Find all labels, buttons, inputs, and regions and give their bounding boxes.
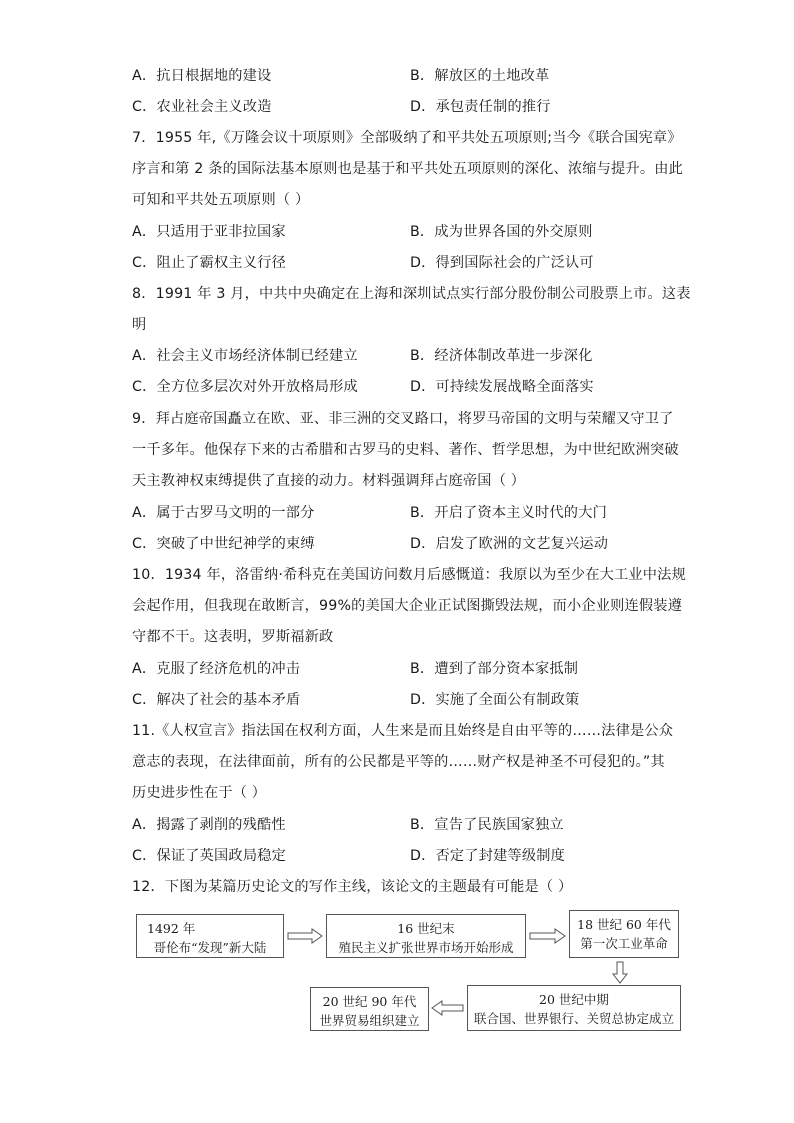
q6-option-c[interactable]: C．农业社会主义改造 bbox=[132, 99, 272, 115]
q9-option-b[interactable]: B．开启了资本主义时代的大门 bbox=[410, 505, 607, 521]
q8-option-a[interactable]: A．社会主义市场经济体制已经建立 bbox=[132, 348, 358, 364]
q9-stem-line-3: 天主教神权束缚提供了直接的动力。材料强调拜占庭帝国（ ） bbox=[132, 473, 526, 489]
q6-option-a[interactable]: A．抗日根据地的建设 bbox=[132, 68, 272, 84]
q8-option-b[interactable]: B．经济体制改革进一步深化 bbox=[410, 348, 593, 364]
q6-option-b[interactable]: B．解放区的土地改革 bbox=[410, 68, 550, 84]
q7-stem-line-3: 可知和平共处五项原则（ ） bbox=[132, 192, 310, 208]
q8-option-c[interactable]: C．全方位多层次对外开放格局形成 bbox=[132, 379, 358, 395]
q9-stem-line-2: 一千多年。他保存下来的古希腊和古罗马的史料、著作、哲学思想，为中世纪欧洲突破 bbox=[132, 442, 679, 458]
q11-stem-line-1: 11.《人权宣言》指法国在权利方面，人生来是而且始终是自由平等的……法律是公众 bbox=[132, 723, 674, 739]
q10-stem-line-2: 会起作用，但我现在敢断言，99%的美国大企业正试图撕毁法规，而小企业则连假装遵 bbox=[132, 598, 683, 614]
flow-box-mid-20th-century-period: 20 世纪中期 bbox=[539, 992, 609, 1007]
flow-box-1492-year: 1492 年 bbox=[147, 921, 196, 936]
q7-option-b[interactable]: B．成为世界各国的外交原则 bbox=[410, 224, 593, 240]
q7-stem-line-1: 7．1955 年,《万隆会议十项原则》全部吸纳了和平共处五项原则;当今《联合国宪章》 bbox=[132, 130, 682, 146]
arrow-right-icon bbox=[288, 929, 322, 943]
q6-option-d[interactable]: D．承包责任制的推行 bbox=[410, 99, 551, 115]
q9-option-d[interactable]: D．启发了欧洲的文艺复兴运动 bbox=[410, 536, 609, 552]
q10-option-b[interactable]: B．遭到了部分资本家抵制 bbox=[410, 661, 579, 677]
q8-stem-line-1: 8．1991 年 3 月，中共中央确定在上海和深圳试点实行部分股份制公司股票上市。这表 bbox=[132, 286, 691, 302]
q9-stem-line-1: 9．拜占庭帝国矗立在欧、亚、非三洲的交叉路口，将罗马帝国的文明与荣耀又守卫了 bbox=[132, 411, 674, 427]
q10-option-c[interactable]: C．解决了社会的基本矛盾 bbox=[132, 692, 301, 708]
q8-option-d[interactable]: D．可持续发展战略全面落实 bbox=[410, 379, 594, 395]
q11-stem-line-2: 意志的表现，在法律面前，所有的公民都是平等的……财产权是神圣不可侵犯的。”其 bbox=[132, 754, 665, 770]
arrow-left-icon bbox=[432, 1001, 463, 1015]
q7-option-c[interactable]: C．阻止了霸权主义行径 bbox=[132, 255, 286, 271]
q9-option-a[interactable]: A．属于古罗马文明的一部分 bbox=[132, 505, 315, 521]
q12-stem: 12．下图为某篇历史论文的写作主线，该论文的主题最有可能是（ ） bbox=[132, 879, 573, 895]
flow-box-1492-event: 哥伦布“发现”新大陆 bbox=[153, 940, 267, 955]
flow-box-16th-century-event: 殖民主义扩张世界市场开始形成 bbox=[338, 940, 514, 955]
arrow-right-icon bbox=[530, 929, 565, 943]
q7-stem-line-2: 序言和第 2 条的国际法基本原则也是基于和平共处五项原则的深化、浓缩与提升。由此 bbox=[132, 161, 683, 177]
q7-option-a[interactable]: A．只适用于亚非拉国家 bbox=[132, 224, 286, 240]
q10-option-d[interactable]: D．实施了全面公有制政策 bbox=[410, 692, 580, 708]
flow-box-1990s-period: 20 世纪 90 年代 bbox=[322, 994, 417, 1009]
flow-box-16th-century-period: 16 世纪末 bbox=[397, 921, 455, 936]
q11-option-b[interactable]: B．宣告了民族国家独立 bbox=[410, 817, 564, 833]
q10-stem-line-3: 守都不干。这表明，罗斯福新政 bbox=[132, 629, 334, 645]
flow-box-1990s-event: 世界贸易组织建立 bbox=[319, 1013, 420, 1028]
q9-option-c[interactable]: C．突破了中世纪神学的束缚 bbox=[132, 536, 315, 552]
q8-stem-line-2: 明 bbox=[132, 317, 147, 333]
q7-option-d[interactable]: D．得到国际社会的广泛认可 bbox=[410, 255, 594, 271]
q10-option-a[interactable]: A．克服了经济危机的冲击 bbox=[132, 661, 301, 677]
q10-stem-line-1: 10．1934 年，洛雷纳·希科克在美国访问数月后感慨道：我原以为至少在大工业中法规 bbox=[132, 567, 686, 583]
q11-option-a[interactable]: A．揭露了剥削的残酷性 bbox=[132, 817, 286, 833]
q11-option-c[interactable]: C．保证了英国政局稳定 bbox=[132, 848, 286, 864]
q11-stem-line-3: 历史进步性在于（ ） bbox=[132, 785, 267, 801]
flow-box-18th-century-event: 第一次工业革命 bbox=[580, 936, 668, 951]
arrow-down-icon bbox=[613, 962, 627, 983]
flow-box-18th-century-period: 18 世纪 60 年代 bbox=[577, 917, 671, 932]
q11-option-d[interactable]: D．否定了封建等级制度 bbox=[410, 848, 566, 864]
flow-box-mid-20th-century-event: 联合国、世界银行、关贸总协定成立 bbox=[473, 1011, 674, 1026]
